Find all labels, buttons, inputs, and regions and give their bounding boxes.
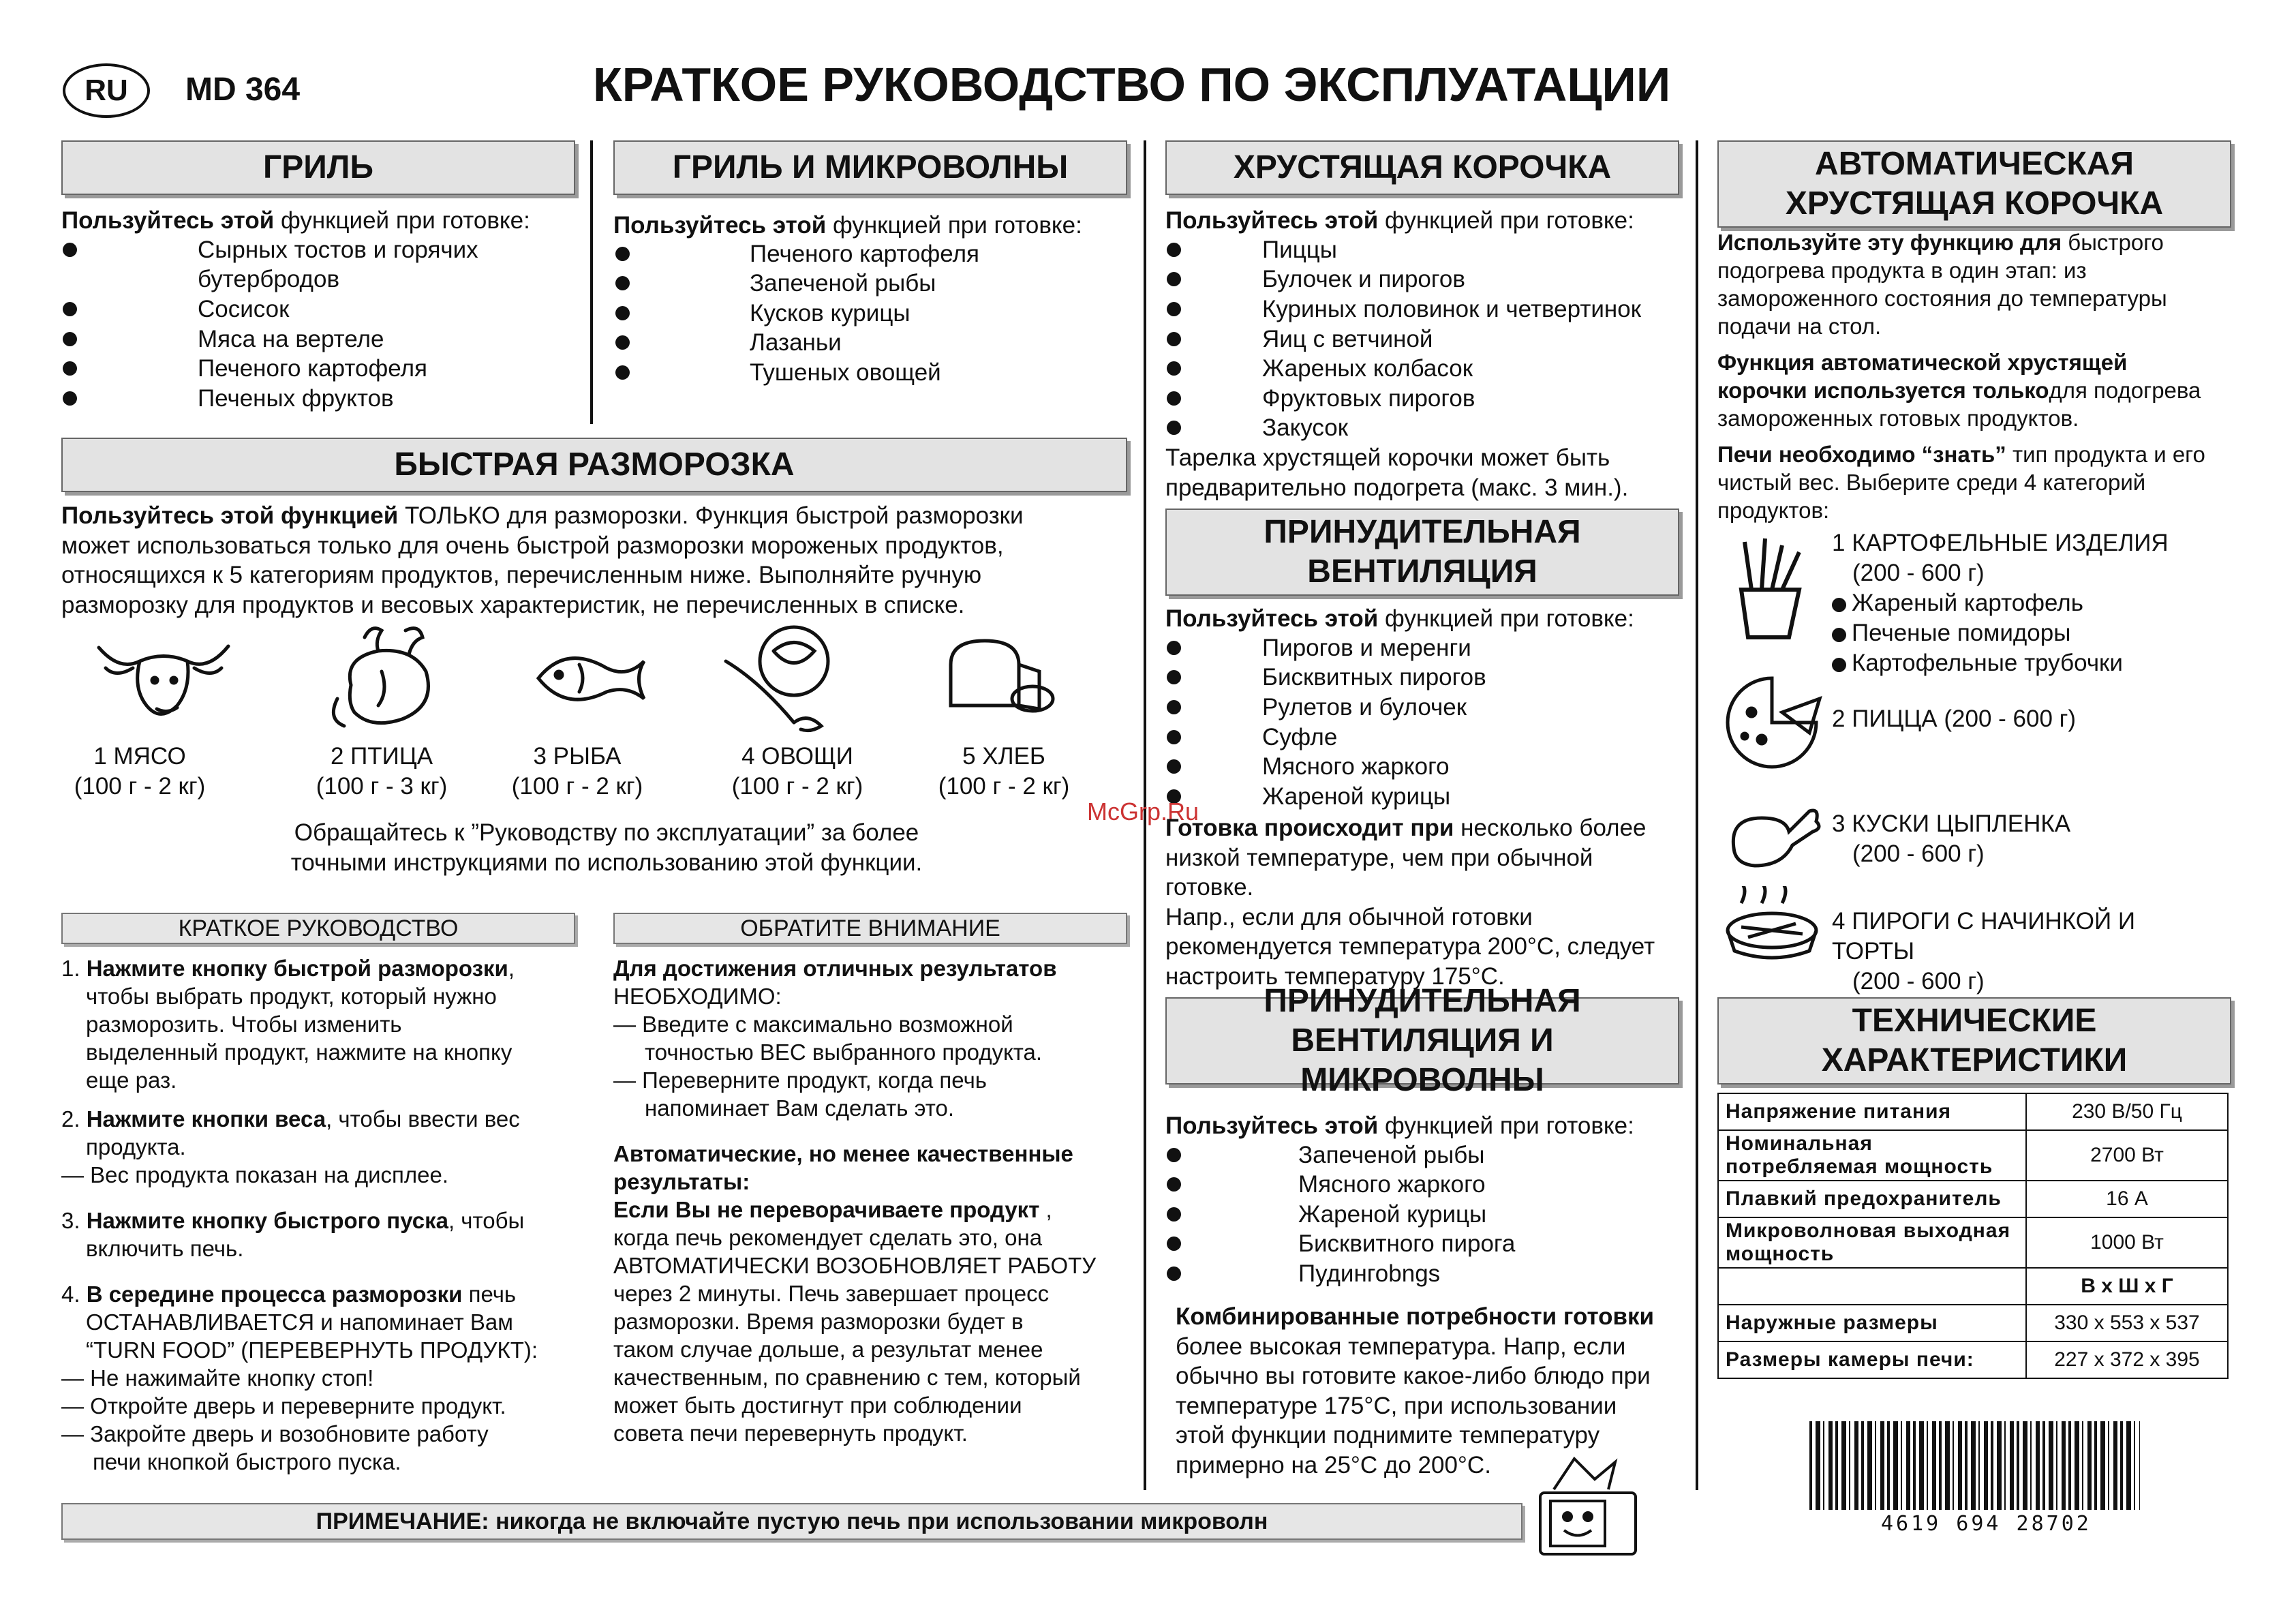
defrost-intro-line: может использоваться только для очень быстрой разморозки мороженых продуктов, (61, 532, 1004, 559)
defrost-category (296, 742, 467, 802)
grill-header (61, 140, 575, 195)
defrost-title: БЫСТРАЯ РАЗМОРОЗКА (394, 446, 795, 483)
list-item: Пиццы (1262, 237, 1337, 263)
category-name: 3 РЫБА (533, 743, 622, 770)
defrost-note: Обращайтесь к ”Руководству по эксплуатации” за более точными инструкциями по использованию этой функции. (290, 819, 923, 876)
cow-icon (92, 634, 235, 729)
bullet (1167, 700, 1181, 714)
grill-microwave-intro-bold: Пользуйтесь этой (613, 212, 827, 239)
language-badge (63, 63, 150, 118)
forced-air-microwave-intro: Пользуйтесь этой функцией при готовке: (1165, 1112, 1634, 1139)
chicken-icon (324, 617, 446, 733)
table-row: В х Ш х Г (1718, 1268, 2228, 1305)
list-item: Жареной курицы (1298, 1201, 1487, 1228)
auto-crisp-header: АВТОМАТИЧЕСКАЯ ХРУСТЯЩАЯ КОРОЧКА (1717, 140, 2231, 228)
list-item: Тушеных овощей (750, 359, 941, 386)
quick-guide-header (61, 913, 575, 944)
grill-intro-rest: функцией при готовке: (274, 207, 530, 234)
list-item: Булочек и пирогов (1262, 266, 1465, 292)
list-item: Лазаньи (750, 329, 842, 356)
auto-category: 1 КАРТОФЕЛЬНЫЕ ИЗДЕЛИЯ (200 - 600 г) Жареный картофель Печеные помидоры Картофельные трубочки (1832, 530, 2169, 676)
defrost-intro (61, 501, 1138, 620)
bullet (1832, 628, 1846, 642)
list-item: Мясного жаркого (1298, 1171, 1486, 1198)
quick-guide-steps: 1. Нажмите кнопку быстрой разморозки, чтобы выбрать продукт, который нужно разморозить. Чтобы изменить выделенный продукт, нажмите на кнопку еще раз. 2. Нажмите кнопки веса, чтобы ввести вес продукта. — Вес продукта показан на дисплее. 3. Нажмите кнопку быстрого пуска, чтобы включить печь. 4. В середине процесса разморозки печь ОСТАНАВЛИВАЕТСЯ и напоминает Вам “TURN FOOD” (ПЕРЕВЕРНУТЬ ПРОДУКТ): — Не нажимайте кнопку стоп! — Откройте дверь и переверните продукт. — Закройте дверь и возобновите работу печи кнопкой быстрого пуска. (61, 956, 538, 1474)
crisp-header (1165, 140, 1679, 195)
bullet (615, 276, 630, 290)
table-row: Плавкий предохранитель 16 А (1718, 1181, 2228, 1217)
list-item: Запеченой рыбы (1298, 1142, 1485, 1168)
category-range: (100 г - 3 кг) (316, 773, 448, 800)
bread-icon (937, 631, 1060, 719)
list-item: Бисквитных пирогов (1262, 664, 1486, 691)
list-item: Сосисок (198, 296, 290, 322)
defrost-category (712, 742, 883, 802)
category-name: 5 ХЛЕБ (962, 743, 1045, 770)
grill-microwave-title: ГРИЛЬ И МИКРОВОЛНЫ (672, 149, 1069, 185)
list-item: Жареных колбасок (1262, 355, 1473, 382)
bullet (1167, 641, 1181, 655)
bullet (1167, 1266, 1181, 1281)
forced-air-header: ПРИНУДИТЕЛЬНАЯ ВЕНТИЛЯЦИЯ (1165, 509, 1679, 596)
auto-category: 3 КУСКИ ЦЫПЛЕНКА (200 - 600 г) (1832, 810, 2071, 867)
bullet (63, 302, 77, 316)
list-item: Кусков курицы (750, 300, 910, 327)
column-divider (590, 140, 593, 424)
quick-guide-title: КРАТКОЕ РУКОВОДСТВО (178, 915, 459, 941)
list-item: Мясного жаркого (1262, 753, 1450, 780)
list-item: Пудингоbngs (1298, 1260, 1441, 1287)
defrost-category (492, 742, 662, 802)
bullet (1167, 302, 1181, 316)
bullet (1167, 361, 1181, 376)
crisp-note: Тарелка хрустящей корочки может быть предварительно подогрета (макс. 3 мин.). (1165, 444, 1629, 501)
bullet (615, 247, 630, 261)
bullet (1167, 332, 1181, 346)
bullet (1832, 598, 1846, 612)
category-name: 1 МЯСО (93, 743, 186, 770)
pizza-icon (1721, 671, 1823, 774)
fries-icon (1724, 535, 1820, 644)
bullet (1167, 1207, 1181, 1222)
list-item: Бисквитного пирога (1298, 1230, 1516, 1257)
table-row: Микроволновая выходная мощность 1000 Вт (1718, 1217, 2228, 1268)
language-code: RU (85, 74, 128, 107)
list-item: Запеченой рыбы (750, 270, 936, 297)
defrost-category (919, 742, 1089, 802)
bullet (1832, 658, 1846, 672)
footer-note: ПРИМЕЧАНИЕ: никогда не включайте пустую печь при использовании микроволн (61, 1503, 1522, 1540)
list-item: Закусок (1262, 414, 1349, 441)
forced-air-microwave-header: ПРИНУДИТЕЛЬНАЯ ВЕНТИЛЯЦИЯ И МИКРОВОЛНЫ (1165, 997, 1679, 1084)
bullet (1167, 272, 1181, 286)
defrost-header (61, 438, 1127, 492)
oven-mascot-icon (1527, 1452, 1642, 1564)
forced-air-intro: Пользуйтесь этой функцией при готовке: (1165, 605, 1634, 632)
column-divider (1696, 140, 1698, 1490)
bullet (1167, 730, 1181, 744)
bullet (615, 306, 630, 320)
bullet (1167, 1177, 1181, 1192)
defrost-category (55, 742, 225, 802)
crisp-intro: Пользуйтесь этой функцией при готовке: (1165, 207, 1634, 234)
attention-header (613, 913, 1127, 944)
bullet (1167, 421, 1181, 435)
grill-title: ГРИЛЬ (263, 149, 373, 185)
pie-icon (1721, 886, 1823, 961)
page-title: КРАТКОЕ РУКОВОДСТВО ПО ЭКСПЛУАТАЦИИ (593, 58, 1671, 111)
tech-table (1717, 1093, 2229, 1379)
bullet (63, 243, 77, 257)
list-item: Суфле (1262, 724, 1338, 750)
forced-air-microwave-text: Комбинированные потребности готовки более высокая температура. Напр, если обычно вы готовите какое-либо блюдо при температуре 175°С, при использовании этой функции поднимите температуру примерно на 25°С до 200°С. (1176, 1303, 1655, 1478)
grill-intro (61, 206, 530, 236)
list-item: Куриных половинок и четвертинок (1262, 296, 1642, 322)
bullet (1167, 1237, 1181, 1251)
list-item: Жареной курицы (1262, 783, 1451, 810)
table-row: Напряжение питания 230 В/50 Гц (1718, 1093, 2228, 1130)
list-item: Печеного картофеля (198, 355, 427, 382)
forced-air-text: Готовка происходит при несколько более низкой температуре, чем при обычной готовке. Напр., если для обычной готовки рекомендуется температура 200°С, следует настроить температуру 175°С. (1165, 815, 1655, 990)
grill-microwave-intro (613, 211, 1082, 241)
bullet (63, 332, 77, 346)
auto-category: 2 ПИЦЦА (200 - 600 г) (1832, 706, 2077, 732)
category-range: (100 г - 2 кг) (511, 773, 643, 800)
barcode (1809, 1421, 2140, 1510)
defrost-intro-line: относящихся к 5 категориям продуктов, перечисленным ниже. Выполняйте ручную (61, 562, 982, 588)
category-range: (100 г - 2 кг) (938, 773, 1070, 800)
list-item: бутербродов (198, 266, 340, 292)
chicken-leg-icon (1721, 791, 1823, 873)
grill-intro-bold: Пользуйтесь этой (61, 207, 275, 234)
bullet (1167, 1148, 1181, 1162)
category-range: (100 г - 2 кг) (731, 773, 863, 800)
crisp-title: ХРУСТЯЩАЯ КОРОЧКА (1233, 149, 1612, 185)
defrost-intro-line: Пользуйтесь этой функцией ТОЛЬКО для разморозки. Функция быстрой разморозки (61, 502, 1024, 529)
watermark: McGrp.Ru (1087, 798, 1199, 825)
vegetables-icon (719, 620, 855, 736)
grill-microwave-header (613, 140, 1127, 195)
attention-title: ОБРАТИТЕ ВНИМАНИЕ (740, 915, 1000, 941)
auto-category: 4 ПИРОГИ С НАЧИНКОЙ И ТОРТЫ (200 - 600 г) (1832, 908, 2136, 995)
bullet (1167, 670, 1181, 684)
category-name: 2 ПТИЦА (330, 743, 433, 770)
bullet (1167, 243, 1181, 257)
bullet (615, 365, 630, 380)
bullet (1167, 759, 1181, 774)
list-item: Пирогов и меренги (1262, 635, 1471, 661)
list-item: Сырных тостов и горячих (198, 237, 478, 263)
barcode-number: 4619 694 28702 (1881, 1512, 2092, 1536)
category-range: (100 г - 2 кг) (74, 773, 206, 800)
table-row: Размеры камеры печи: 227 х 372 х 395 (1718, 1341, 2228, 1378)
fish-icon (525, 637, 647, 719)
bullet (63, 391, 77, 406)
table-row: Номинальная потребляемая мощность 2700 Вт (1718, 1130, 2228, 1181)
grill-microwave-intro-rest: функцией при готовке: (826, 212, 1082, 239)
list-item: Яиц с ветчиной (1262, 326, 1433, 352)
bullet (63, 361, 77, 376)
tech-header: ТЕХНИЧЕСКИЕ ХАРАКТЕРИСТИКИ (1717, 997, 2231, 1084)
bullet (1167, 391, 1181, 406)
list-item: Мяса на вертеле (198, 326, 384, 352)
model-number: MD 364 (185, 72, 301, 108)
list-item: Фруктовых пирогов (1262, 385, 1475, 412)
category-name: 4 ОВОЩИ (741, 743, 853, 770)
auto-crisp-text: Используйте эту функцию для быстрого подогрева продукта в один этап: из замороженного состояния до температуры подачи на стол. Функция автоматической хрустящей корочки используется толькодля подогрева замороженных готовых продуктов. Печи необходимо “знать” тип продукта и его чистый вес. Выберите среди 4 категорий продуктов: (1717, 230, 2205, 523)
defrost-intro-bold: Пользуйтесь этой функцией (61, 502, 399, 529)
bullet (615, 335, 630, 350)
list-item: Печеных фруктов (198, 385, 394, 412)
table-row: Наружные размеры 330 х 553 х 537 (1718, 1305, 2228, 1341)
defrost-intro-line: разморозку для продуктов и весовых характеристик, не перечисленных в списке. (61, 591, 965, 618)
list-item: Печеного картофеля (750, 241, 979, 267)
attention-body: Для достижения отличных результатов НЕОБХОДИМО: — Введите с максимально возможной точностью ВЕС выбранного продукта. — Переверните продукт, когда печь напоминает Вам сделать это. Автоматические, но менее качественные результаты: Если Вы не переворачиваете продукт , когда печь рекомендует сделать это, она АВТОМАТИЧЕСКИ ВОЗОБНОВЛЯЕТ РАБОТУ через 2 минуты. Печь завершает процесс разморозки. Время разморозки будет в таком случае дольше, а результат менее качественным, по сравнению с тем, который может быть достигнут при соблюдении совета печи перевернуть продукт. (613, 956, 1097, 1446)
list-item: Рулетов и булочек (1262, 694, 1467, 721)
